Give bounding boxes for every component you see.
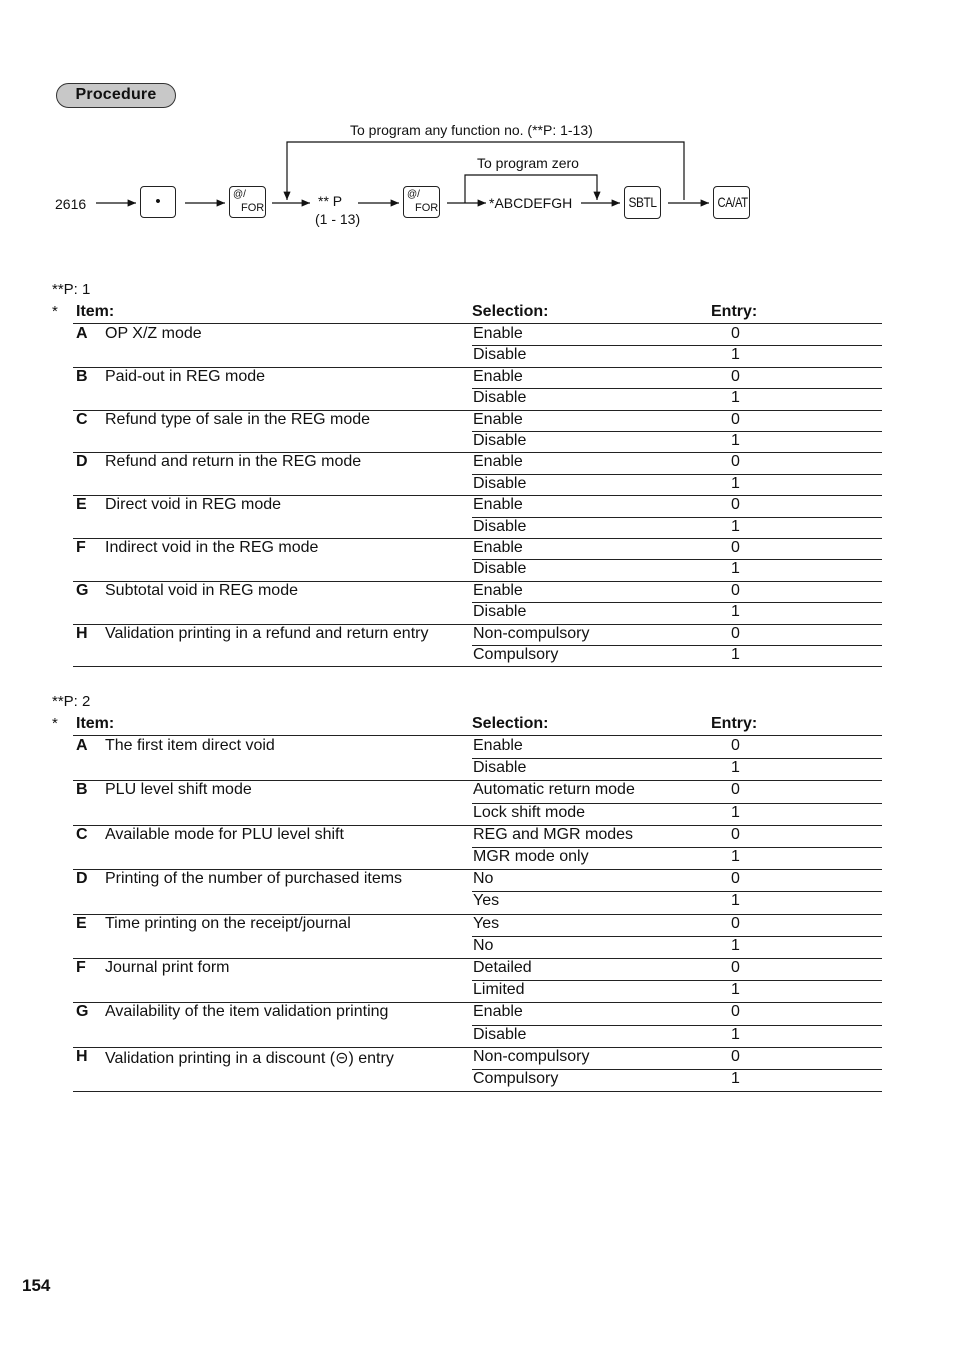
row-letter: F	[76, 959, 86, 976]
sub-row-divider	[472, 474, 882, 475]
for-key[interactable]	[403, 186, 440, 218]
row-entry: 0	[731, 624, 740, 642]
row-item: Time printing on the receipt/journal	[105, 914, 351, 932]
header-underline	[73, 735, 882, 736]
dot-key-label: •	[155, 193, 161, 210]
p-range: (1 - 13)	[315, 211, 361, 227]
header-star: *	[52, 303, 58, 320]
for-key-top-label: @/	[233, 189, 246, 200]
table-header	[52, 303, 882, 325]
row-selection: Compulsory	[473, 1070, 559, 1087]
row-selection: No	[473, 870, 494, 888]
row-item: Direct void in REG mode	[105, 496, 282, 514]
row-entry: 0	[731, 410, 740, 428]
row-entry: 1	[731, 803, 740, 821]
sub-row-divider	[472, 891, 882, 892]
row-selection: Enable	[473, 367, 523, 385]
table-header	[52, 715, 882, 737]
procedure-label: Procedure	[56, 83, 176, 108]
row-selection: No	[473, 936, 494, 954]
row-item: Validation printing in a discount (⊝) entry	[105, 1049, 394, 1067]
header-underline	[73, 323, 882, 324]
row-selection: Yes	[473, 914, 500, 932]
row-entry: 1	[731, 936, 740, 954]
row-selection: Compulsory	[473, 646, 559, 663]
sub-row-divider	[472, 345, 882, 346]
row-divider	[73, 1091, 882, 1092]
row-letter: A	[76, 325, 88, 342]
row-entry: 1	[731, 560, 740, 578]
row-entry: 1	[731, 389, 740, 407]
row-selection: Disable	[473, 474, 527, 492]
sub-row-divider	[472, 980, 882, 981]
program-zero-label: To program zero	[477, 155, 579, 171]
row-item: The first item direct void	[105, 737, 275, 754]
row-entry: 0	[731, 1003, 740, 1021]
row-selection: Disable	[473, 603, 527, 621]
sbtl-key[interactable]	[624, 186, 661, 219]
row-entry: 1	[731, 646, 740, 663]
row-item: Available mode for PLU level shift	[105, 825, 344, 843]
row-entry: 0	[731, 1047, 740, 1065]
p1-table	[52, 281, 882, 671]
caat-key-label: CA/AT	[717, 194, 748, 210]
row-item: OP X/Z mode	[105, 325, 202, 342]
row-selection: Yes	[473, 892, 500, 910]
row-entry: 1	[731, 1070, 740, 1087]
row-letter: F	[76, 539, 86, 556]
for-key[interactable]	[229, 186, 266, 218]
start-code: 2616	[55, 196, 87, 212]
row-selection: Enable	[473, 737, 523, 754]
sub-row-divider	[472, 758, 882, 759]
row-selection: Enable	[473, 581, 523, 599]
row-selection: Disable	[473, 759, 527, 777]
row-selection: Enable	[473, 453, 523, 471]
row-entry: 0	[731, 959, 740, 976]
row-selection: REG and MGR modes	[473, 825, 634, 843]
row-letter: C	[76, 410, 88, 428]
for-key-bottom-label: FOR	[415, 202, 439, 214]
row-entry: 1	[731, 474, 740, 492]
row-entry: 0	[731, 825, 740, 843]
row-selection: Disable	[473, 346, 527, 364]
table-caption: **P: 1	[52, 281, 91, 298]
row-entry: 1	[731, 432, 740, 449]
sub-row-divider	[472, 431, 882, 432]
row-selection: Disable	[473, 432, 527, 449]
page-number: 154	[22, 1276, 51, 1295]
row-letter: B	[76, 781, 88, 799]
row-entry: 0	[731, 539, 740, 556]
row-entry: 1	[731, 759, 740, 777]
row-item: Journal print form	[105, 959, 230, 976]
row-item: Printing of the number of purchased items	[105, 870, 403, 888]
row-letter: G	[76, 1003, 89, 1021]
row-selection: Disable	[473, 1025, 527, 1043]
row-selection: Enable	[473, 325, 523, 342]
row-letter: H	[76, 1047, 88, 1065]
row-letter: A	[76, 737, 88, 754]
row-entry: 1	[731, 848, 740, 865]
row-item: Paid-out in REG mode	[105, 367, 266, 385]
sub-row-divider	[472, 602, 882, 603]
program-any-label: To program any function no. (**P: 1-13)	[350, 122, 593, 138]
row-item: Availability of the item validation printing	[105, 1003, 389, 1021]
sub-row-divider	[472, 517, 882, 518]
row-selection: Automatic return mode	[473, 781, 635, 799]
row-letter: C	[76, 825, 88, 843]
for-key-bottom-label: FOR	[241, 202, 265, 214]
row-entry: 0	[731, 367, 740, 385]
for-key-top-label: @/	[407, 189, 420, 200]
row-entry: 0	[731, 781, 740, 799]
row-item: Refund and return in the REG mode	[105, 453, 362, 471]
sub-row-divider	[472, 936, 882, 937]
row-entry: 1	[731, 892, 740, 910]
row-entry: 1	[731, 603, 740, 621]
header-entry: Entry:	[711, 715, 758, 732]
sbtl-key-label: SBTL	[628, 194, 657, 210]
caat-key[interactable]	[713, 186, 750, 219]
header-entry: Entry:	[711, 303, 758, 320]
header-item: Item:	[76, 715, 115, 732]
row-selection: MGR mode only	[473, 848, 589, 865]
row-entry: 1	[731, 981, 740, 999]
row-item: Indirect void in the REG mode	[105, 539, 319, 556]
row-letter: H	[76, 624, 88, 642]
row-selection: Non-compulsory	[473, 1047, 590, 1065]
row-selection: Disable	[473, 560, 527, 578]
row-item: Validation printing in a refund and return entry	[105, 624, 429, 642]
row-letter: G	[76, 581, 89, 599]
row-letter: B	[76, 367, 88, 385]
row-entry: 0	[731, 914, 740, 932]
row-divider	[73, 666, 882, 667]
row-entry: 0	[731, 453, 740, 471]
sub-row-divider	[472, 559, 882, 560]
row-entry: 0	[731, 737, 740, 754]
row-entry: 0	[731, 870, 740, 888]
sub-row-divider	[472, 388, 882, 389]
row-item: Refund type of sale in the REG mode	[105, 410, 371, 428]
row-entry: 1	[731, 1025, 740, 1043]
table-caption: **P: 2	[52, 693, 91, 710]
p-label: ** P	[318, 193, 343, 209]
row-selection: Limited	[473, 981, 525, 999]
row-item: Subtotal void in REG mode	[105, 581, 298, 599]
row-selection: Enable	[473, 410, 523, 428]
header-item: Item:	[76, 303, 115, 320]
row-entry: 0	[731, 325, 740, 342]
row-entry: 1	[731, 346, 740, 364]
sub-row-divider	[472, 1025, 882, 1026]
row-letter: E	[76, 496, 87, 514]
row-letter: D	[76, 453, 88, 471]
row-letter: E	[76, 914, 87, 932]
row-selection: Disable	[473, 517, 527, 535]
row-selection: Lock shift mode	[473, 803, 586, 821]
row-entry: 1	[731, 517, 740, 535]
header-selection: Selection:	[472, 303, 549, 320]
row-selection: Enable	[473, 496, 523, 514]
row-selection: Enable	[473, 539, 523, 556]
header-star: *	[52, 715, 58, 732]
row-selection: Detailed	[473, 959, 532, 976]
p2-table	[52, 693, 882, 1093]
abcdefgh-label: *ABCDEFGH	[489, 195, 573, 211]
row-selection: Disable	[473, 389, 527, 407]
header-selection: Selection:	[472, 715, 549, 732]
row-letter: D	[76, 870, 88, 888]
row-item: PLU level shift mode	[105, 781, 252, 799]
row-entry: 0	[731, 496, 740, 514]
row-selection: Enable	[473, 1003, 523, 1021]
dot-key[interactable]	[140, 186, 176, 218]
row-entry: 0	[731, 581, 740, 599]
row-selection: Non-compulsory	[473, 624, 590, 642]
